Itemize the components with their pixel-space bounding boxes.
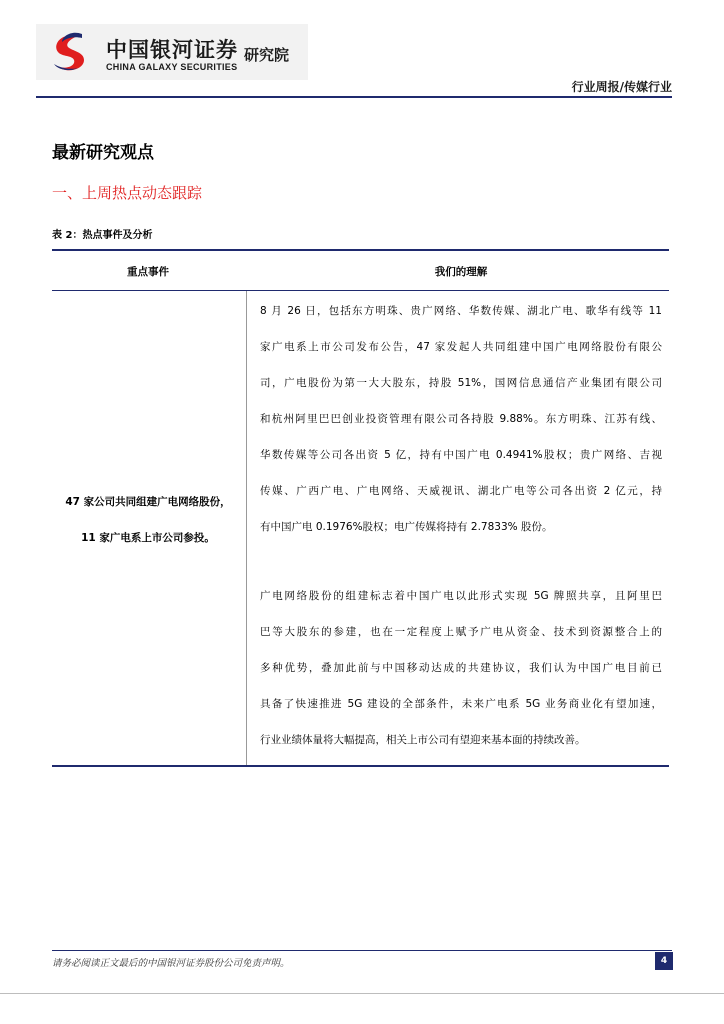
page-number: 4 (655, 952, 673, 970)
table-bottom-rule (52, 765, 669, 767)
analysis-paragraph-1 (260, 293, 662, 545)
event-line: 11 家广电系上市公司参投。 (81, 532, 215, 544)
galaxy-logo-icon (48, 30, 92, 74)
table-header-rule (52, 290, 669, 291)
paragraph-line: 家广电系上市公司发布公告，47 家发起人共同组建中国广电网络股份有限公 (260, 341, 662, 353)
analysis-paragraph-2 (260, 578, 662, 758)
footer-disclaimer: 请务必阅读正文最后的中国银河证券股份公司免责声明。 (52, 958, 290, 969)
paragraph-line: 华数传媒等公司各出资 5 亿，持有中国广电 0.4941%股权；贵广网络、吉视 (260, 449, 662, 461)
paragraph-line: 和杭州阿里巴巴创业投资管理有限公司各持股 9.88%。东方明珠、江苏有线、 (260, 413, 662, 425)
event-line: 47 家公司共同组建广电网络股份， (65, 496, 231, 508)
report-category: 行业周报/传媒行业 (571, 80, 672, 94)
paragraph-line: 具备了快速推进 5G 建设的全部条件，未来广电系 5G 业务商业化有望加速， (260, 698, 662, 710)
logo-institute: 研究院 (244, 46, 290, 64)
section-heading: 一、上周热点动态跟踪 (52, 184, 203, 202)
paragraph-line: 巴等大股东的参建，也在一定程度上赋予广电从资金、技术到资源整合上的 (260, 626, 662, 638)
paragraph-line: 8 月 26 日，包括东方明珠、贵广网络、华数传媒、湖北广电、歌华有线等 11 (260, 305, 662, 317)
paragraph-line: 多种优势，叠加此前与中国移动达成的共建协议，我们认为中国广电目前已 (260, 662, 662, 674)
table-cell-event (52, 484, 244, 556)
table-caption: 表 2：热点事件及分析 (52, 230, 153, 241)
paragraph-line: 司，广电股份为第一大大股东，持股 51%，国网信息通信产业集团有限公司 (260, 377, 662, 389)
page-title: 最新研究观点 (52, 143, 154, 163)
table-column-divider (246, 291, 247, 765)
paragraph-line: 传媒、广西广电、广电网络、天威视讯、湖北广电等公司各出资 2 亿元，持 (260, 485, 662, 497)
table-top-rule (52, 249, 669, 251)
page-bottom-rule (0, 993, 724, 994)
table-header-analysis: 我们的理解 (434, 266, 488, 278)
footer-divider (52, 950, 672, 951)
paragraph-line: 行业业绩体量将大幅提高，相关上市公司有望迎来基本面的持续改善。 (260, 734, 586, 746)
company-logo (36, 24, 308, 80)
paragraph-line: 有中国广电 0.1976%股权；电广传媒将持有 2.7833% 股份。 (260, 521, 553, 533)
logo-chinese-name: 中国银河证券 (106, 38, 238, 62)
header-divider (36, 96, 672, 98)
logo-english-name: CHINA GALAXY SECURITIES (106, 62, 238, 72)
table-header-event: 重点事件 (127, 266, 169, 278)
paragraph-line: 广电网络股份的组建标志着中国广电以此形式实现 5G 牌照共享，且阿里巴 (260, 590, 662, 602)
